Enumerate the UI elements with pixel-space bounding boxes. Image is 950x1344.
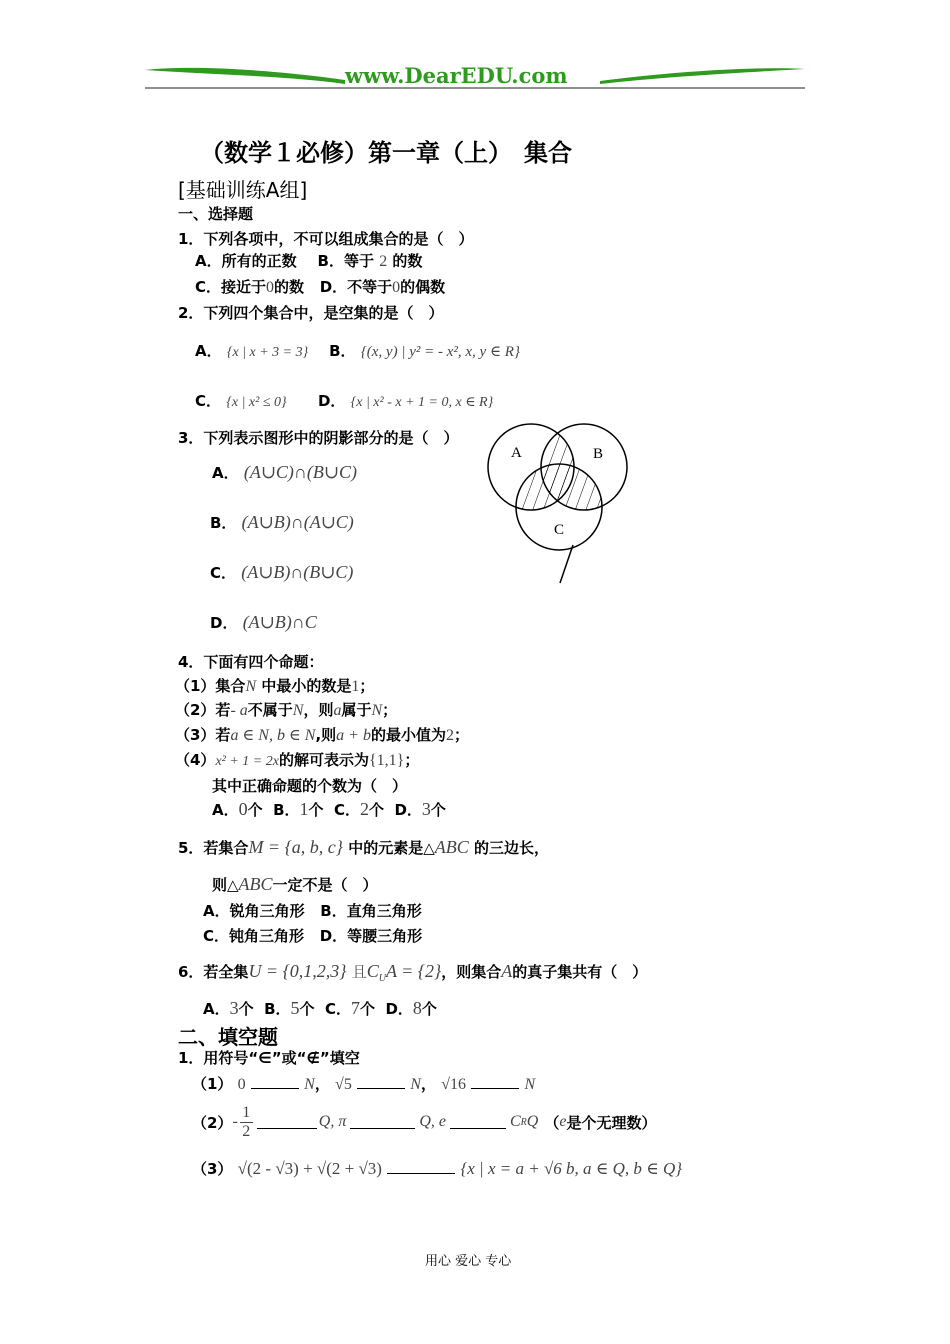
- f1-blank-1[interactable]: [251, 1076, 299, 1089]
- q4-prop-4: [175, 749, 419, 770]
- q6-opt-b-num: 5: [290, 998, 300, 1018]
- q6-stem: [178, 961, 647, 984]
- q4-opt-b-label: B．: [273, 801, 300, 819]
- q4-opt-d-label: D．: [394, 801, 422, 819]
- q6-opt-c-num: 7: [351, 998, 360, 1018]
- q1-opt-c-end: 的数: [274, 278, 305, 296]
- q2-opt-c-label: C．: [195, 392, 222, 410]
- q4-p3-b: ,则: [315, 726, 337, 744]
- f1-l2-den: 2: [242, 1122, 251, 1140]
- q4-opt-a-label: A．: [212, 801, 239, 819]
- q1-opt-c-num: 0: [266, 279, 275, 296]
- q1-opt-b: B．等于: [317, 252, 374, 270]
- q2-opt-d: {x | x² - x + 1 = 0, x ∈ R}: [350, 395, 494, 410]
- q4-opt-c-num: 2: [360, 799, 369, 819]
- q4-prop-3: [175, 724, 469, 745]
- q5-line2-m: ABC: [238, 874, 273, 894]
- f1-l1-label: （1）: [192, 1075, 233, 1093]
- q2-opt-a-label: A．: [195, 342, 222, 360]
- f1-blank-5[interactable]: [350, 1116, 415, 1129]
- q6-stem-a: 6．若全集: [178, 963, 249, 981]
- f1-l3-expr: √(2 - √3) + √(2 + √3): [237, 1159, 382, 1178]
- footer-text: 用心 爱心 专心: [425, 1254, 512, 1269]
- f1-blank-7[interactable]: [387, 1161, 455, 1174]
- q6-opt-d-label: D．: [385, 1000, 413, 1018]
- q6-stem-qie: 且: [351, 963, 367, 981]
- q2-opt-a: {x | x + 3 = 3}: [226, 345, 309, 360]
- f1-l1-d: N: [410, 1076, 421, 1093]
- section-label: [基础训练A组]: [178, 178, 308, 202]
- q4-p1-m2: 1: [351, 678, 360, 695]
- f1-l1-a: 0: [237, 1076, 246, 1093]
- q4-p1-m: N: [245, 678, 257, 695]
- q4-p1-a: （1）集合: [175, 677, 246, 695]
- header-brand[interactable]: www.DearEDU.com: [345, 63, 568, 88]
- q1-options-ab: [195, 250, 422, 271]
- q3-opt-a-label: A．: [212, 464, 239, 482]
- q1-options-cd: [195, 276, 445, 297]
- q3-opt-c-label: C．: [210, 564, 237, 582]
- f1-l2-b: Q, e: [419, 1113, 446, 1130]
- part1-heading: 一、选择题: [178, 205, 254, 223]
- q6-stem-m3: A = {2}: [385, 961, 442, 981]
- q4-tail: 其中正确命题的个数为（ ）: [212, 777, 408, 795]
- q5-options-ab: [203, 900, 422, 921]
- f1-blank-2[interactable]: [357, 1076, 405, 1089]
- q4-p4-a: （4）: [175, 751, 216, 769]
- q4-p2-a: （2）若: [175, 701, 231, 719]
- q4-opt-a-unit: 个: [247, 801, 263, 819]
- f1-l3-set: {x | x = a + √6 b, a ∈ Q, b ∈ Q}: [460, 1159, 683, 1178]
- f1-stem: 1．用符号“∈”或“∉”填空: [178, 1049, 360, 1067]
- q4-p1-b: 中最小的数是: [261, 677, 352, 695]
- q4-p4-b: 的解可表示为: [278, 751, 369, 769]
- q2-options-cd: [195, 390, 493, 411]
- q5-stem-b: 中的元素是△: [348, 839, 435, 857]
- q5-line2: [212, 874, 378, 895]
- q6-options: [203, 998, 437, 1019]
- q1-opt-d-num: 0: [392, 279, 401, 296]
- q6-opt-a-num: 3: [229, 998, 239, 1018]
- f1-l1-e: √16: [441, 1076, 466, 1093]
- q3-option-a: [212, 462, 357, 483]
- q3-opt-b: (A∪B)∩(A∪C): [241, 512, 354, 532]
- q3-option-c: [210, 562, 353, 583]
- q1-opt-d-end: 的偶数: [400, 278, 446, 296]
- q1-stem: 1．下列各项中，不可以组成集合的是（ ）: [178, 230, 474, 248]
- f1-blank-4[interactable]: [257, 1116, 317, 1129]
- q6-stem-c: 的真子集共有（ ）: [512, 963, 648, 981]
- f1-l2-c: C: [510, 1113, 521, 1130]
- q4-options: [212, 799, 446, 820]
- f1-line2: [192, 1098, 656, 1146]
- q6-opt-d-unit: 个: [421, 1000, 437, 1018]
- q4-prop-2: [175, 699, 397, 720]
- q4-p3-d: ；: [453, 726, 469, 744]
- f1-l2-d: Q: [526, 1113, 539, 1130]
- f1-l2-fraction: [240, 1104, 253, 1141]
- q6-opt-c-label: C．: [324, 1000, 351, 1018]
- q4-p3-m3: 2: [445, 727, 454, 744]
- q4-p2-e: ；: [382, 701, 398, 719]
- f1-blank-6[interactable]: [450, 1116, 506, 1129]
- q5-options-cd: [203, 925, 422, 946]
- q3-opt-d-label: D．: [210, 614, 238, 632]
- q2-opt-d-label: D．: [317, 392, 346, 410]
- f1-l2-neg: -: [232, 1113, 238, 1130]
- q5-opt-b: B．直角三角形: [320, 902, 422, 920]
- q4-opt-b-num: 1: [299, 799, 309, 819]
- q4-opt-d-unit: 个: [430, 801, 446, 819]
- q1-opt-b-num: 2: [379, 253, 388, 270]
- q6-opt-a-unit: 个: [238, 1000, 254, 1018]
- page-title: （数学１必修）第一章（上） 集合: [200, 139, 572, 167]
- q3-option-b: [210, 512, 354, 533]
- q3-opt-b-label: B．: [210, 514, 237, 532]
- q2-opt-c: {x | x² ≤ 0}: [226, 395, 287, 410]
- q3-option-d: [210, 612, 317, 633]
- q4-prop-1: [175, 675, 374, 696]
- q6-stem-m2: C: [366, 961, 379, 981]
- q3-opt-c: (A∪B)∩(B∪C): [241, 562, 354, 582]
- q5-stem-a: 5．若集合: [178, 839, 249, 857]
- q4-p3-m2: a + b: [336, 727, 371, 744]
- q5-line2-a: 则△: [212, 876, 239, 894]
- f1-blank-3[interactable]: [471, 1076, 519, 1089]
- q3-opt-d: (A∪B)∩C: [242, 612, 317, 632]
- q4-p4-m: x² + 1 = 2x: [215, 754, 279, 769]
- f1-l2-label: （2）: [192, 1113, 233, 1132]
- q6-stem-sub: U: [378, 973, 386, 984]
- q4-p2-d: 属于: [341, 701, 372, 719]
- q4-opt-c-label: C．: [333, 801, 360, 819]
- q4-p1-c: ；: [359, 677, 375, 695]
- q4-p2-c: ，则: [303, 701, 334, 719]
- q2-opt-b: {(x, y) | y² = - x², x, y ∈ R}: [360, 344, 520, 360]
- f1-l2-a: Q, π: [318, 1113, 347, 1130]
- f1-l1-f: N: [524, 1076, 536, 1093]
- venn-pointer-line: [560, 545, 573, 583]
- f1-line1: （1） 0 N， √5 N， √16 N: [192, 1075, 536, 1093]
- q2-opt-b-label: B．: [329, 342, 356, 360]
- q1-opt-a: A．所有的正数: [195, 252, 297, 270]
- q4-p3-a: （3）若: [175, 726, 231, 744]
- q6-opt-c-unit: 个: [360, 1000, 376, 1018]
- f1-l3-label: （3）: [192, 1160, 233, 1178]
- q4-p2-m: - a: [230, 702, 248, 719]
- q2-stem: 2．下列四个集合中，是空集的是（ ）: [178, 304, 444, 322]
- q4-opt-b-unit: 个: [308, 801, 324, 819]
- q6-opt-b-label: B．: [264, 1000, 291, 1018]
- f1-l2-note-m: e: [559, 1113, 567, 1130]
- venn-label-a: A: [511, 445, 522, 461]
- q3-stem: 3．下列表示图形中的阴影部分的是（ ）: [178, 429, 459, 447]
- f1-l2-sub: R: [520, 1116, 527, 1128]
- q4-p3-c: 的最小值为: [370, 726, 446, 744]
- q4-p4-m2: {1,1}: [368, 752, 405, 769]
- f1-l1-b: N: [304, 1076, 315, 1093]
- q4-p2-m4: N: [371, 702, 383, 719]
- q4-p2-b: 不属于: [247, 701, 293, 719]
- q6-opt-a-label: A．: [203, 1000, 230, 1018]
- q3-opt-a: (A∪C)∩(B∪C): [243, 462, 357, 482]
- q6-stem-b: ，则集合: [441, 963, 502, 981]
- q4-opt-a-num: 0: [238, 799, 248, 819]
- venn-label-b: B: [593, 446, 604, 462]
- f1-l1-c: √5: [335, 1076, 352, 1093]
- q5-stem-c: 的三边长，: [473, 839, 549, 857]
- part2-heading: 二、填空题: [178, 1025, 278, 1049]
- q4-p2-m3: a: [333, 702, 342, 719]
- venn-label-c: C: [554, 522, 565, 538]
- venn-diagram: [480, 420, 640, 590]
- f1-l2-note-b: 是个无理数）: [566, 1113, 657, 1132]
- f1-l2-num: 1: [242, 1103, 251, 1121]
- q5-opt-d: D．等腰三角形: [319, 927, 423, 945]
- q1-opt-d: D．不等于: [319, 278, 393, 296]
- q6-stem-m: U = {0,1,2,3}: [248, 961, 347, 981]
- q2-options-ab: [195, 340, 520, 361]
- q5-opt-a: A．锐角三角形: [203, 902, 305, 920]
- q4-p3-m: a ∈ N, b ∈ N: [230, 727, 316, 744]
- q6-opt-d-num: 8: [412, 998, 422, 1018]
- q6-stem-m4: A: [501, 961, 513, 981]
- q4-p2-m2: N: [292, 702, 304, 719]
- q5-opt-c: C．钝角三角形: [203, 927, 305, 945]
- q4-opt-c-unit: 个: [369, 801, 385, 819]
- q1-opt-c: C．接近于: [195, 278, 267, 296]
- q6-opt-b-unit: 个: [299, 1000, 315, 1018]
- q5-stem-m2: ABC: [434, 837, 469, 857]
- q1-opt-b-end: 的数: [392, 252, 423, 270]
- q4-opt-d-num: 3: [421, 799, 431, 819]
- q4-p4-c: ；: [404, 751, 420, 769]
- q5-line2-b: 一定不是（ ）: [272, 876, 378, 894]
- f1-line3: [192, 1158, 682, 1179]
- q5-stem-m: M = {a, b, c}: [248, 837, 343, 857]
- q4-stem: 4．下面有四个命题：: [178, 653, 324, 671]
- q5-stem: [178, 837, 549, 858]
- f1-l2-note-a: （: [544, 1113, 560, 1132]
